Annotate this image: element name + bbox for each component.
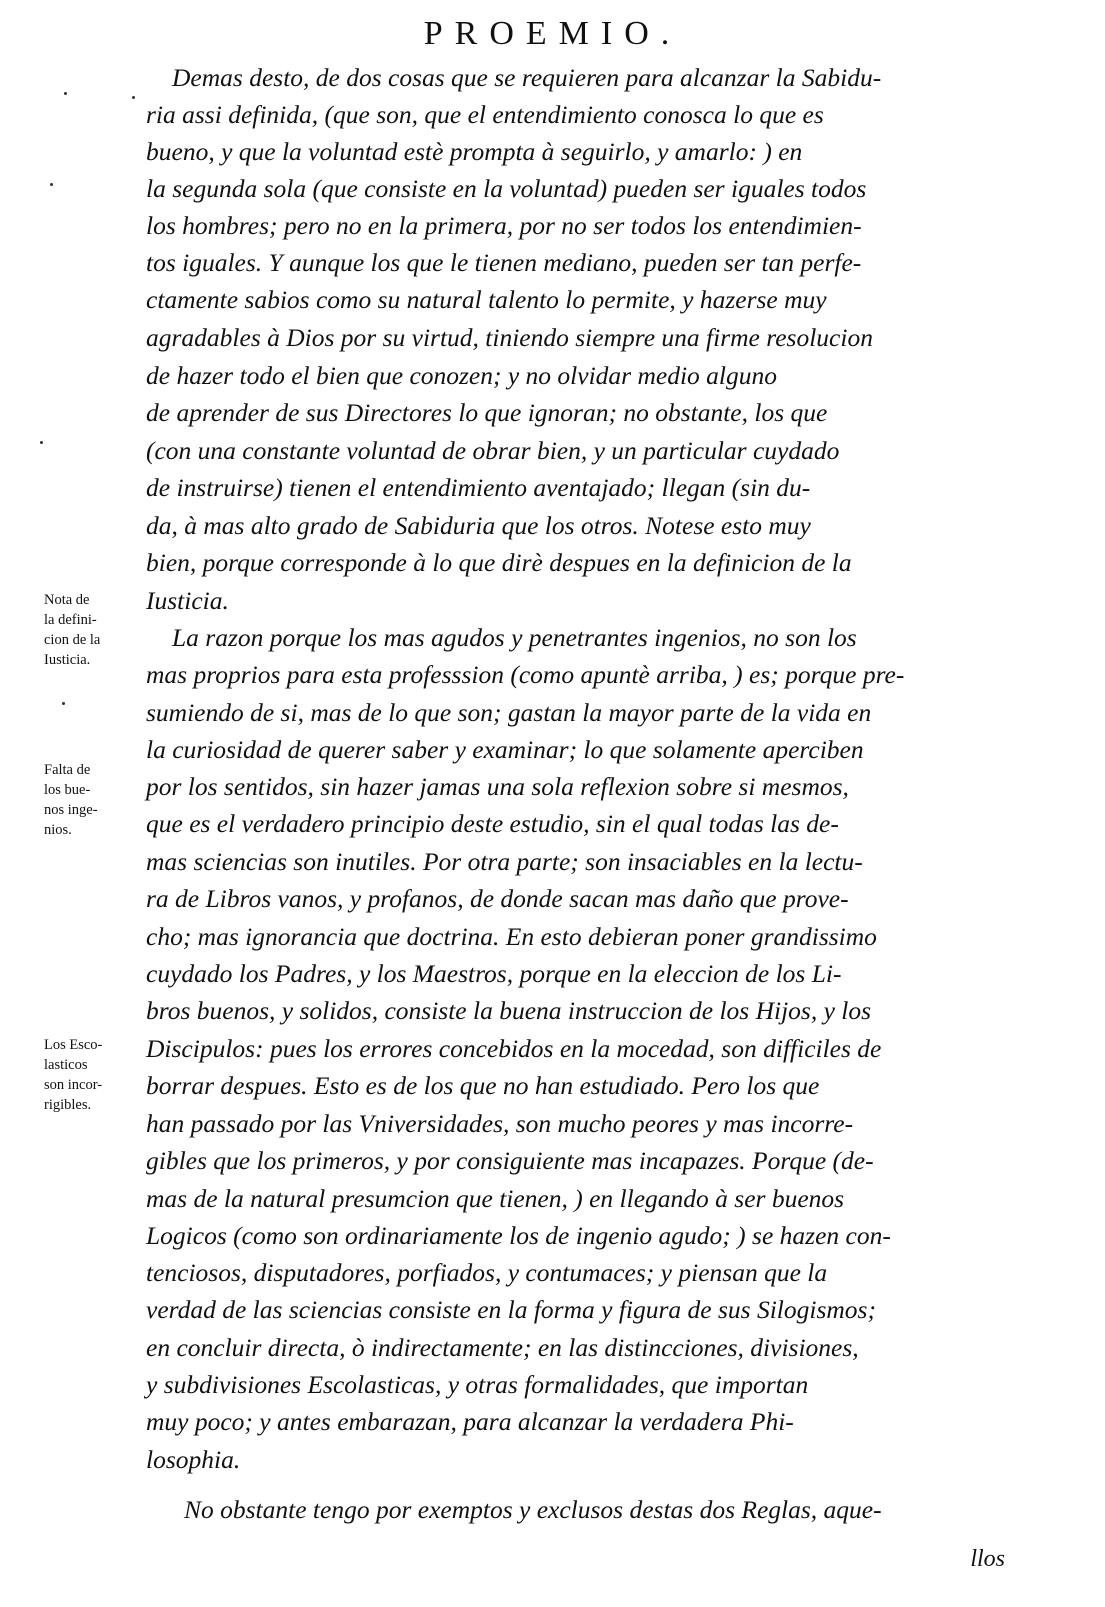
text-line: sumiendo de si, mas de lo que son; gastan la mayor parte de la vida en bbox=[146, 698, 872, 727]
ink-speck bbox=[50, 183, 53, 186]
text-line: muy poco; y antes embarazan, para alcanzar la verdadera Phi- bbox=[146, 1407, 794, 1436]
text-line: en concluir directa, ò indirectamente; en las distincciones, divisiones, bbox=[146, 1333, 859, 1362]
text-line: bros buenos, y solidos, consiste la buena instruccion de los Hijos, y los bbox=[146, 996, 872, 1025]
text-line: de hazer todo el bien que conozen; y no olvidar medio alguno bbox=[146, 361, 778, 390]
text-line: agradables à Dios por su virtud, tiniendo siempre una firme resolucion bbox=[146, 323, 873, 352]
ink-speck bbox=[132, 96, 135, 99]
text-line: tos iguales. Y aunque los que le tienen mediano, pueden ser tan perfe- bbox=[146, 248, 862, 277]
ink-speck bbox=[40, 441, 43, 444]
text-line: verdad de las sciencias consiste en la forma y figura de sus Silogismos; bbox=[146, 1295, 876, 1324]
text-line: Demas desto, de dos cosas que se requieren para alcanzar la Sabidu- bbox=[172, 63, 882, 92]
text-line: mas proprios para esta professsion (como apuntè arriba, ) es; porque pre- bbox=[146, 660, 905, 689]
text-line: da, à mas alto grado de Sabiduria que los otros. Notese esto muy bbox=[146, 511, 811, 540]
margin-note-line: los bue- bbox=[44, 782, 91, 798]
text-line: ria assi definida, (que son, que el entendimiento conosca lo que es bbox=[146, 100, 824, 129]
text-line: tenciosos, disputadores, porfiados, y contumaces; y piensan que la bbox=[146, 1258, 828, 1287]
text-line: que es el verdadero principio deste estudio, sin el qual todas las de- bbox=[146, 809, 839, 838]
margin-note-line: nios. bbox=[44, 822, 72, 838]
text-line: por los sentidos, sin hazer jamas una sola reflexion sobre si mesmos, bbox=[146, 772, 849, 801]
text-line: y subdivisiones Escolasticas, y otras formalidades, que importan bbox=[146, 1370, 809, 1399]
margin-note-line: Nota de bbox=[44, 592, 90, 608]
text-line: bueno, y que la voluntad estè prompta à seguirlo, y amarlo: ) en bbox=[146, 137, 803, 166]
text-line: cho; mas ignorancia que doctrina. En esto debieran poner grandissimo bbox=[146, 922, 877, 951]
text-line: la curiosidad de querer saber y examinar; lo que solamente aperciben bbox=[146, 735, 864, 764]
text-line: No obstante tengo por exemptos y exclusos destas dos Reglas, aque- bbox=[184, 1495, 882, 1524]
text-line: Logicos (como son ordinariamente los de ingenio agudo; ) se hazen con- bbox=[146, 1221, 891, 1250]
margin-note-line: son incor- bbox=[44, 1077, 103, 1093]
text-line: han passado por las Vniversidades, son mucho peores y mas incorre- bbox=[146, 1109, 854, 1138]
text-line: mas sciencias son inutiles. Por otra parte; son insaciables en la lectu- bbox=[146, 847, 863, 876]
margin-note-line: Los Esco- bbox=[44, 1037, 103, 1053]
text-line: ra de Libros vanos, y profanos, de donde sacan mas daño que prove- bbox=[146, 884, 849, 913]
text-line: de aprender de sus Directores lo que ignoran; no obstante, los que bbox=[146, 398, 828, 427]
text-line: borrar despues. Esto es de los que no han estudiado. Pero los que bbox=[146, 1071, 820, 1100]
text-line: ctamente sabios como su natural talento lo permite, y hazerse muy bbox=[146, 285, 827, 314]
text-line: cuydado los Padres, y los Maestros, porque en la eleccion de los Li- bbox=[146, 959, 842, 988]
ink-speck bbox=[64, 92, 67, 95]
margin-note-line: rigibles. bbox=[44, 1097, 92, 1113]
text-line: La razon porque los mas agudos y penetrantes ingenios, no son los bbox=[172, 623, 857, 652]
margin-note-line: cion de la bbox=[44, 632, 101, 648]
text-line: losophia. bbox=[146, 1445, 241, 1474]
margin-note-line: lasticos bbox=[44, 1057, 88, 1073]
text-line: mas de la natural presumcion que tienen, ) en llegando à ser buenos bbox=[146, 1184, 845, 1213]
text-line: Discipulos: pues los errores concebidos en la mocedad, son difficiles de bbox=[146, 1034, 882, 1063]
catchword: llos bbox=[970, 1546, 1005, 1572]
ink-speck bbox=[62, 702, 65, 705]
text-line: los hombres; pero no en la primera, por no ser todos los entendimien- bbox=[146, 211, 862, 240]
text-line: Iusticia. bbox=[146, 586, 229, 615]
text-line: la segunda sola (que consiste en la voluntad) pueden ser iguales todos bbox=[146, 174, 867, 203]
page-title: PROEMIO. bbox=[423, 15, 682, 52]
margin-note-line: la defini- bbox=[44, 612, 97, 628]
text-line: bien, porque corresponde à lo que dirè despues en la definicion de la bbox=[146, 548, 852, 577]
text-line: de instruirse) tienen el entendimiento aventajado; llegan (sin du- bbox=[146, 473, 811, 502]
margin-note-line: Falta de bbox=[44, 762, 91, 778]
margin-note-line: nos inge- bbox=[44, 802, 98, 818]
text-line: gibles que los primeros, y por consiguiente mas incapazes. Porque (de- bbox=[146, 1146, 874, 1175]
margin-note-line: Iusticia. bbox=[44, 652, 91, 668]
text-line: (con una constante voluntad de obrar bien, y un particular cuydado bbox=[146, 436, 840, 465]
